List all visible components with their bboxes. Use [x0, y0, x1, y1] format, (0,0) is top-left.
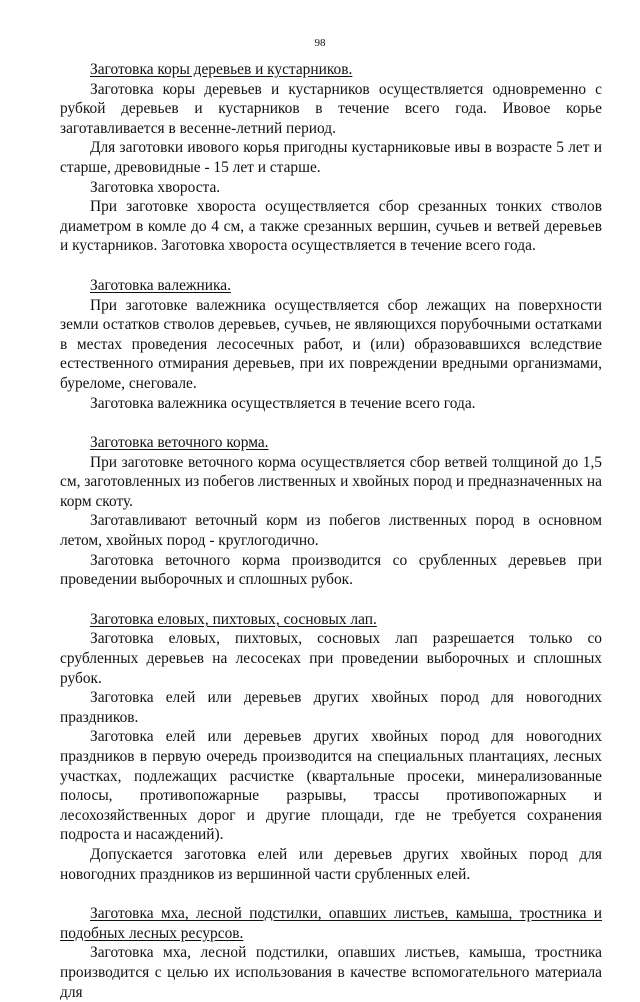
paragraph: Заготовка елей или деревьев других хвойных пород для новогодних праздников.: [60, 689, 602, 726]
paragraph: При заготовке хвороста осуществляется сбор срезанных тонких стволов диаметром в комле до 4 см, а также срезанных вершин, сучьев и ветвей деревьев и кустарников. Заготовка хвороста осуществляется в течение всего года.: [60, 198, 602, 255]
section-deadwood: [60, 276, 602, 413]
section-spacer: [60, 256, 602, 276]
section-heading-moss-litter: Заготовка мха, лесной подстилки, опавших листьев, камыша, тростника и подобных лесных ресурсов.: [60, 905, 602, 942]
paragraph: Заготовка коры деревьев и кустарников осуществляется одновременно с рубкой деревьев и кустарников в течение всего года. Ивовое корье заготавливается в весенне-летний период.: [60, 80, 602, 137]
paragraph: Для заготовки ивового корья пригодны кустарниковые ивы в возрасте 5 лет и старше, древовидные - 15 лет и старше.: [60, 139, 602, 176]
section-spacer: [60, 590, 602, 610]
paragraph: Заготавливают веточный корм из побегов лиственных пород в основном летом, хвойных пород - круглогодично.: [60, 512, 602, 550]
paragraph: Заготовка мха, лесной подстилки, опавших листьев, камыша, тростника производится с целью их использования в качестве вспомогательного материала для: [60, 944, 602, 1001]
section-spacer: [60, 884, 602, 904]
section-heading-deadwood: Заготовка валежника.: [90, 276, 231, 294]
paragraph: При заготовке веточного корма осуществляется сбор ветвей толщиной до 1,5 см, заготовленных из побегов лиственных и хвойных пород и предназначенных на корм скоту.: [60, 453, 602, 510]
paragraph: При заготовке валежника осуществляется сбор лежащих на поверхности земли остатков стволов деревьев, сучьев, не являющихся порубочными остатками в местах проведения лесосечных работ, и (или) образовавшихся вследствие естественного отмирания деревьев, при их повреждении вредными организмами, буреломе, снеговале.: [60, 296, 602, 392]
paragraph: Заготовка елей или деревьев других хвойных пород для новогодних праздников в первую очередь производится на специальных плантациях, лесных участках, подлежащих расчистке (квартальные просеки, минерализованные полосы, противопожарные разрывы, трассы противопожарных и лесохозяйственных дорог и другие площади, где не требуется сохранения подроста и насаждений).: [60, 728, 602, 844]
section-moss-litter: [60, 904, 602, 1002]
section-heading-brushwood: Заготовка хвороста.: [90, 178, 221, 196]
paragraph: Допускается заготовка елей или деревьев других хвойных пород для новогодних праздников из вершинной части срубленных елей.: [60, 845, 602, 883]
section-twig-feed: [60, 433, 602, 590]
paragraph: Заготовка еловых, пихтовых, сосновых лап разрешается только со срубленных деревьев на лесосеках при проведении выборочных и сплошных рубок.: [60, 630, 602, 687]
section-heading-conifer-branches: Заготовка еловых, пихтовых, сосновых лап.: [90, 610, 377, 628]
section-heading-bark: Заготовка коры деревьев и кустарников.: [90, 61, 353, 78]
section-brushwood: [60, 178, 602, 256]
page-number: 98: [314, 37, 326, 49]
section-bark: [60, 60, 602, 178]
paragraph: Заготовка веточного корма производится со срубленных деревьев при проведении выборочных и сплошных рубок.: [60, 551, 602, 589]
section-conifer-branches: [60, 610, 602, 884]
section-heading-twig-feed: Заготовка веточного корма.: [90, 434, 269, 452]
paragraph: Заготовка валежника осуществляется в течение всего года.: [90, 394, 476, 412]
section-spacer: [60, 413, 602, 433]
document-body: [60, 60, 602, 1002]
